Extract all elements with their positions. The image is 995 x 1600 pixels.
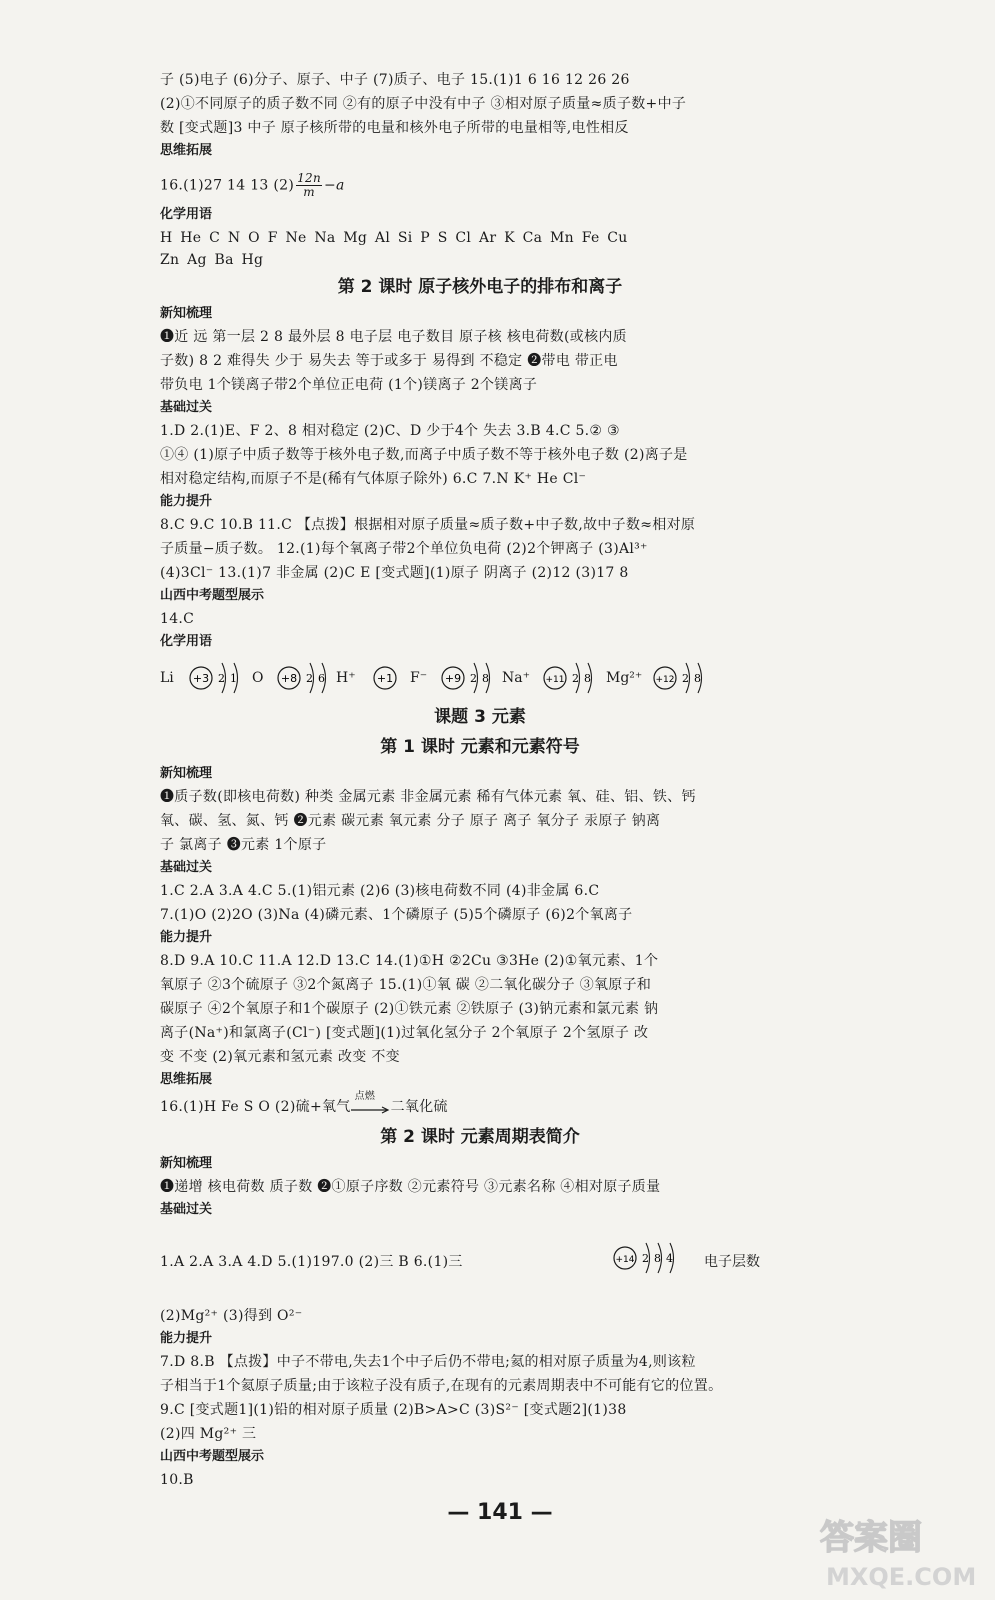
section-heading: 基础过关 — [160, 860, 213, 875]
shell-electron-count: 2 — [572, 672, 579, 685]
shell-electron-count: 2 — [470, 672, 477, 685]
fraction-tail: −a — [324, 177, 345, 194]
reaction-arrow — [351, 1091, 391, 1117]
text-line: ❶近 远 第一层 2 8 最外层 8 电子层 电子数目 原子核 核电荷数(或核内质 — [160, 329, 627, 345]
fraction — [296, 172, 322, 199]
text-line: 带负电 1个镁离子带2个单位正电荷 (1个)镁离子 2个镁离子 — [160, 377, 538, 393]
atom-structure-svg — [440, 660, 500, 696]
text-line: 1.A 2.A 3.A 4.D 5.(1)197.0 (2)三 B 6.(1)三 — [160, 1254, 463, 1270]
fraction-denominator: m — [303, 185, 315, 199]
text-line: 数 [变式题]3 中子 原子核所带的电量和核外电子所带的电量相等,电性相反 — [160, 120, 629, 136]
text-line: 子 氯离子 ❸元素 1个原子 — [160, 837, 327, 853]
shell-electron-count: 8 — [694, 672, 701, 685]
reaction-product: 二氧化硫 — [390, 1099, 448, 1115]
nucleus-charge: +9 — [444, 672, 462, 685]
atom-diagram — [440, 660, 500, 700]
ion-label: F⁻ — [410, 670, 428, 686]
shell-electron-count: 2 — [218, 672, 225, 685]
text-line: 14.C — [160, 611, 195, 627]
element-list: Zn Ag Ba Hg — [160, 252, 264, 268]
answer-text: 电子层数 — [704, 1254, 760, 1270]
shell-electron-count: 2 — [306, 672, 313, 685]
text-line: ❶质子数(即核电荷数) 种类 金属元素 非金属元素 稀有气体元素 氧、硅、铝、铁、钙 — [160, 789, 696, 805]
shell-electron-count: 8 — [482, 672, 489, 685]
ion-label: H⁺ — [336, 670, 356, 686]
text-line: 变 不变 (2)氧元素和氢元素 改变 不变 — [160, 1049, 400, 1065]
atom-diagram — [652, 660, 712, 700]
watermark-bottom: MXQE.COM — [826, 1563, 977, 1591]
text-line: 10.B — [160, 1472, 194, 1488]
atom-structure-svg — [276, 660, 336, 696]
ion-label: Mg²⁺ — [606, 670, 643, 686]
section-heading: 山西中考题型展示 — [160, 588, 265, 603]
watermark-logo — [812, 1505, 992, 1595]
text-line: 相对稳定结构,而原子不是(稀有气体原子除外) 6.C 7.N K⁺ He Cl⁻ — [160, 471, 587, 487]
text-line: 子数) 8 2 难得失 少于 易失去 等于或多于 易得到 不稳定 ❷带电 带正电 — [160, 353, 618, 369]
ion-label: Li — [160, 670, 174, 686]
lesson-title: 第 1 课时 元素和元素符号 — [380, 737, 580, 757]
text-line: 9.C [变式题1](1)铅的相对原子质量 (2)B>A>C (3)S²⁻ [变式题2](1)38 — [160, 1402, 627, 1418]
text-line: (4)3Cl⁻ 13.(1)7 非金属 (2)C E [变式题](1)原子 阴离子 (2)12 (3)17 8 — [160, 565, 629, 581]
watermark-top: 答案圈 — [820, 1518, 922, 1558]
section-heading: 化学用语 — [160, 207, 213, 222]
section-heading: 化学用语 — [160, 634, 213, 649]
nucleus-charge: +8 — [280, 672, 298, 685]
page-number: — 141 — — [447, 1500, 553, 1525]
text-line: 氧原子 ②3个硫原子 ③2个氮离子 15.(1)①氧 碳 ②二氧化碳分子 ③氧原子和 — [160, 977, 652, 993]
reaction-condition: 点燃 — [354, 1091, 376, 1102]
topic-title: 课题 3 元素 — [434, 707, 526, 727]
section-heading: 能力提升 — [160, 1331, 213, 1346]
text-line: ❶递增 核电荷数 质子数 ❷①原子序数 ②元素符号 ③元素名称 ④相对原子质量 — [160, 1179, 661, 1195]
section-heading: 新知梳理 — [160, 306, 213, 321]
section-heading: 新知梳理 — [160, 766, 213, 781]
section-heading: 能力提升 — [160, 494, 213, 509]
section-heading: 基础过关 — [160, 400, 213, 415]
atom-diagram-si — [612, 1240, 684, 1280]
nucleus-charge: +12 — [655, 675, 675, 685]
section-heading: 新知梳理 — [160, 1156, 213, 1171]
section-heading: 思维拓展 — [160, 143, 213, 158]
section-heading: 能力提升 — [160, 930, 213, 945]
atom-structure-svg — [612, 1240, 684, 1276]
atom-diagram — [276, 660, 336, 700]
text-line: 氧、碳、氢、氮、钙 ❷元素 碳元素 氧元素 分子 原子 离子 氧分子 汞原子 钠离 — [160, 813, 661, 829]
answer-16b-text: 16.(1)H Fe S O (2)硫+氧气 — [160, 1099, 351, 1115]
text-line: 子质量−质子数。 12.(1)每个氧离子带2个单位负电荷 (2)2个钾离子 (3)Al³⁺ — [160, 541, 648, 557]
arrow-icon — [351, 1106, 391, 1114]
shell-electron-count: 4 — [666, 1252, 673, 1265]
atom-structure-svg — [542, 660, 602, 696]
atom-structure-svg — [188, 660, 248, 696]
shell-electron-count: 8 — [654, 1252, 661, 1265]
text-line: 8.D 9.A 10.C 11.A 12.D 13.C 14.(1)①H ②2Cu ③3He (2)①氧元素、1个 — [160, 953, 659, 969]
text-line: 离子(Na⁺)和氯离子(Cl⁻) [变式题](1)过氧化氢分子 2个氧原子 2个氢原子 改 — [160, 1025, 649, 1041]
nucleus-charge: +1 — [376, 672, 394, 685]
answer-16-text: 16.(1)27 14 13 (2) — [160, 177, 295, 194]
nucleus-charge: +14 — [615, 1255, 635, 1265]
ion-label: Na⁺ — [502, 670, 530, 686]
lesson-title: 第 2 课时 元素周期表简介 — [380, 1127, 580, 1147]
ion-structure-row — [160, 658, 800, 698]
shell-electron-count: 2 — [642, 1252, 649, 1265]
element-list: H He C N O F Ne Na Mg Al Si P S Cl Ar K Ca Mn Fe Cu — [160, 230, 628, 246]
text-line: 子相当于1个氦原子质量;由于该粒子没有质子,在现有的元素周期表中不可能有它的位置。 — [160, 1378, 723, 1394]
shell-electron-count: 2 — [682, 672, 689, 685]
text-line: (2)①不同原子的质子数不同 ②有的原子中没有中子 ③相对原子质量≈质子数+中子 — [160, 96, 687, 112]
shell-electron-count: 1 — [230, 672, 237, 685]
text-line: 7.(1)O (2)2O (3)Na (4)磷元素、1个磷原子 (5)5个磷原子 (6)2个氧离子 — [160, 907, 633, 923]
lesson-title: 第 2 课时 原子核外电子的排布和离子 — [337, 277, 623, 297]
text-line: 7.D 8.B 【点拨】中子不带电,失去1个中子后仍不带电;氦的相对原子质量为4,则该粒 — [160, 1354, 696, 1370]
shell-electron-count: 8 — [584, 672, 591, 685]
section-heading: 思维拓展 — [160, 1072, 213, 1087]
text-line: 1.C 2.A 3.A 4.C 5.(1)铝元素 (2)6 (3)核电荷数不同 (4)非金属 6.C — [160, 883, 600, 899]
text-line: 1.D 2.(1)E、F 2、8 相对稳定 (2)C、D 少于4个 失去 3.B 4.C 5.② ③ — [160, 423, 620, 439]
text-line: 碳原子 ④2个氧原子和1个碳原子 (2)①铁元素 ②铁原子 (3)钠元素和氯元素 钠 — [160, 1001, 659, 1017]
text-line-16b — [160, 1091, 800, 1121]
watermark-icon — [812, 1505, 992, 1595]
atom-diagram — [542, 660, 602, 700]
atom-diagram — [372, 660, 408, 700]
nucleus-charge: +11 — [545, 675, 565, 685]
ion-label: O — [252, 670, 264, 686]
section-heading: 山西中考题型展示 — [160, 1449, 265, 1464]
text-line: ①④ (1)原子中质子数等于核外电子数,而离子中质子数不等于核外电子数 (2)离子是 — [160, 447, 688, 463]
nucleus-charge: +3 — [192, 672, 210, 685]
text-line: 子 (5)电子 (6)分子、原子、中子 (7)质子、电子 15.(1)1 6 16 12 26 26 — [160, 72, 630, 88]
atom-structure-svg — [652, 660, 712, 696]
section-heading: 基础过关 — [160, 1202, 213, 1217]
text-line-16 — [160, 172, 800, 202]
text-line: (2)四 Mg²⁺ 三 — [160, 1426, 257, 1442]
text-line: 8.C 9.C 10.B 11.C 【点拨】根据相对原子质量≈质子数+中子数,故中子数≈相对原 — [160, 517, 696, 533]
shell-electron-count: 6 — [318, 672, 325, 685]
atom-structure-svg — [372, 660, 408, 696]
atom-diagram — [188, 660, 248, 700]
text-line: (2)Mg²⁺ (3)得到 O²⁻ — [160, 1308, 303, 1324]
fraction-numerator: 12n — [297, 171, 322, 185]
